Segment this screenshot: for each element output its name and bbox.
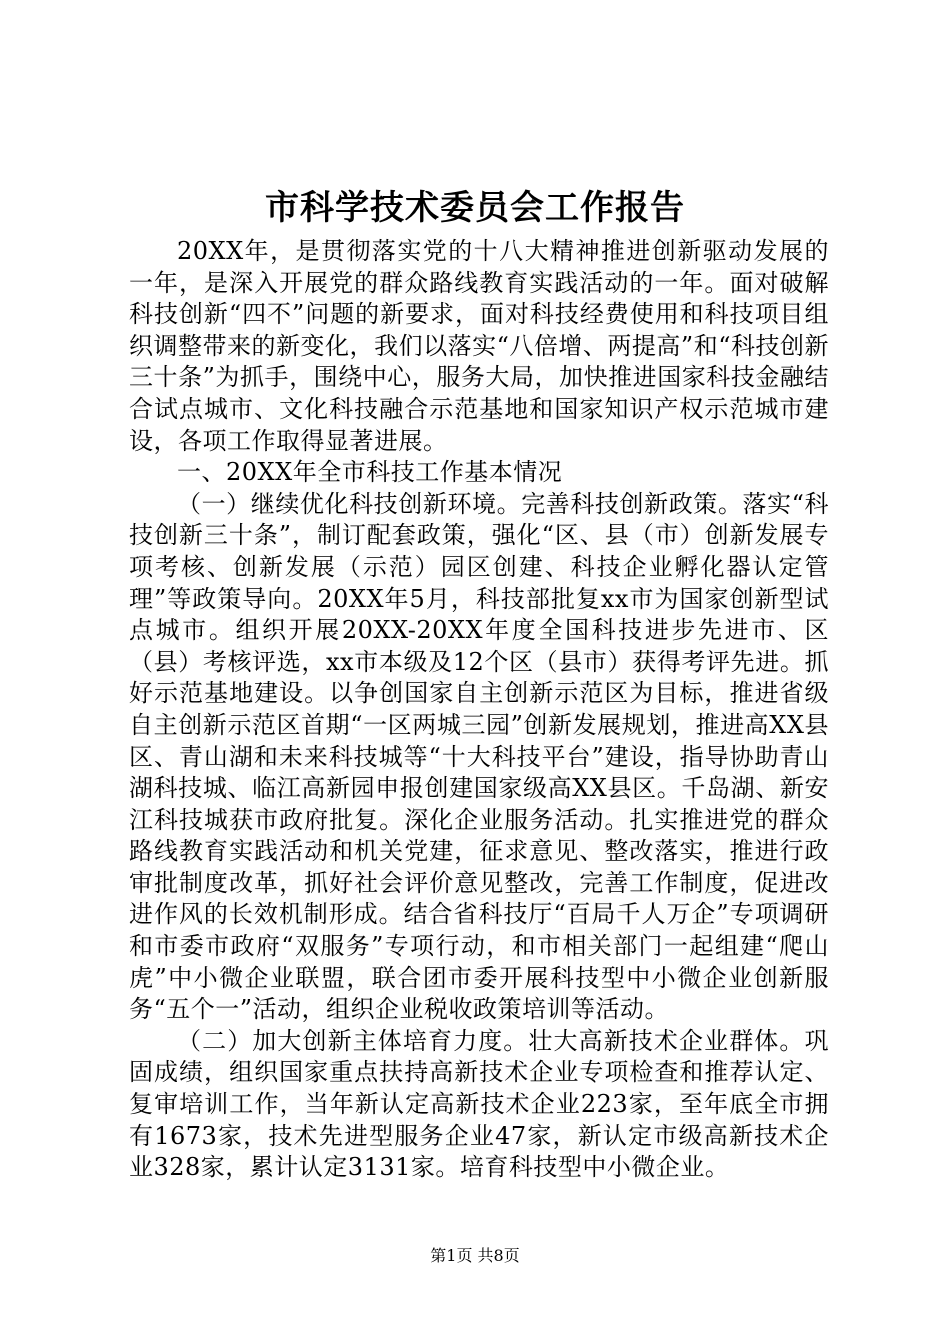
page-number-footer: 第1页 共8页 [430,1246,520,1265]
section-heading: 一、20XX年全市科技工作基本情况 [177,458,563,487]
paragraph-section-2: （二）加大创新主体培育力度。壮大高新技术企业群体。巩固成绩，组织国家重点扶持高新技术企业专项检查和推荐认定、复审培训工作，当年新认定高新技术企业223家，至年底全市拥有1673家，技术先进型服务企业47家，新认定市级高新技术企业328家，累计认定3131家。培育科技型中小微企业。 [129,1026,829,1182]
paragraph-section-1: （一）继续优化科技创新环境。完善科技创新政策。落实“科技创新三十条”，制订配套政策，强化“区、县（市）创新发展专项考核、创新发展（示范）园区创建、科技企业孵化器认定管理”等政策导向。20XX年5月，科技部批复xx市为国家创新型试点城市。组织开展20XX-20XX年度全国科技进步先进市、区（县）考核评选，xx市本级及12个区（县市）获得考评先进。抓好示范基地建设。以争创国家自主创新示范区为目标，推进省级自主创新示范区首期“一区两城三园”创新发展规划，推进高XX县区、青山湖和未来科技城等“十大科技平台”建设，指导协助青山湖科技城、临江高新园申报创建国家级高XX县区。千岛湖、新安江科技城获市政府批复。深化企业服务活动。扎实推进党的群众路线教育实践活动和机关党建，征求意见、整改落实，推进行政审批制度改革，抓好社会评价意见整改，完善工作制度，促进改进作风的长效机制形成。结合省科技厅“百局千人万企”专项调研和市委市政府“双服务”专项行动，和市相关部门一起组建“爬山虎”中小微企业联盟，联合团市委开展科技型中小微企业创新服务“五个一”活动，组织企业税收政策培训等活动。 [129,489,829,1024]
document-title: 市科学技术委员会工作报告 [265,188,685,228]
paragraph-intro: 20XX年，是贯彻落实党的十八大精神推进创新驱动发展的一年，是深入开展党的群众路线教育实践活动的一年。面对破解科技创新“四不”问题的新要求，面对科技经费使用和科技项目组织调整带来的新变化，我们以落实“八倍增、两提高”和“科技创新三十条”为抓手，围绕中心，服务大局，加快推进国家科技金融结合试点城市、文化科技融合示范基地和国家知识产权示范城市建设，各项工作取得显著进展。 [129,237,829,455]
document-body [129,236,829,1184]
